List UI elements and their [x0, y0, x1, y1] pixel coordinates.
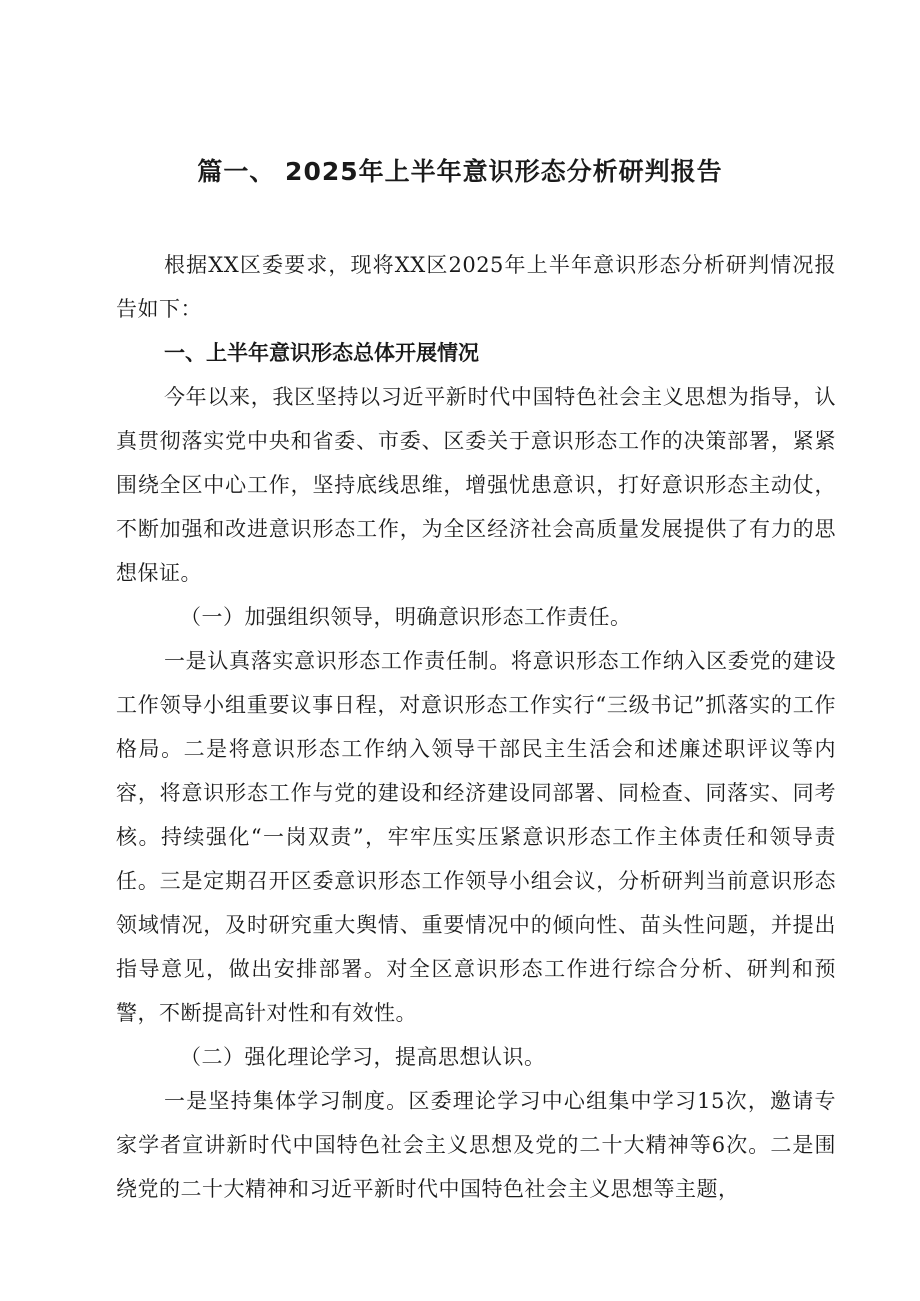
section-1-paragraph: 今年以来，我区坚持以习近平新时代中国特色社会主义思想为指导，认真贯彻落实党中央和省委、市委、区委关于意识形态工作的决策部署，紧紧围绕全区中心工作，坚持底线思维，增强忧患意识，打好意识形态主动仗，不断加强和改进意识形态工作，为全区经济社会高质量发展提供了有力的思想保证。	[116, 385, 836, 585]
subsection-heading-2: （二）强化理论学习，提高思想认识。	[180, 1045, 546, 1069]
subsection-1-paragraph: 一是认真落实意识形态工作责任制。将意识形态工作纳入区委党的建设工作领导小组重要议事日程，对意识形态工作实行“三级书记”抓落实的工作格局。二是将意识形态工作纳入领导干部民主生活会和述廉述职评议等内容，将意识形态工作与党的建设和经济建设同部署、同检查、同落实、同考核。持续强化“一岗双责”，牢牢压实压紧意识形态工作主体责任和领导责任。三是定期召开区委意识形态工作领导小组会议，分析研判当前意识形态领域情况，及时研究重大舆情、重要情况中的倾向性、苗头性问题，并提出指导意见，做出安排部署。对全区意识形态工作进行综合分析、研判和预警，不断提高针对性和有效性。	[116, 649, 836, 1025]
subsection-2-paragraph: 一是坚持集体学习制度。区委理论学习中心组集中学习15次，邀请专家学者宣讲新时代中国特色社会主义思想及党的二十大精神等6次。二是围绕党的二十大精神和习近平新时代中国特色社会主义思想等主题，	[116, 1089, 836, 1201]
subsection-heading-1: （一）加强组织领导，明确意识形态工作责任。	[180, 605, 632, 629]
document-title: 篇一、 2025年上半年意识形态分析研判报告	[197, 157, 723, 186]
intro-paragraph: 根据XX区委要求，现将XX区2025年上半年意识形态分析研判情况报告如下：	[116, 253, 836, 321]
section-heading-1: 一、上半年意识形态总体开展情况	[164, 341, 479, 365]
